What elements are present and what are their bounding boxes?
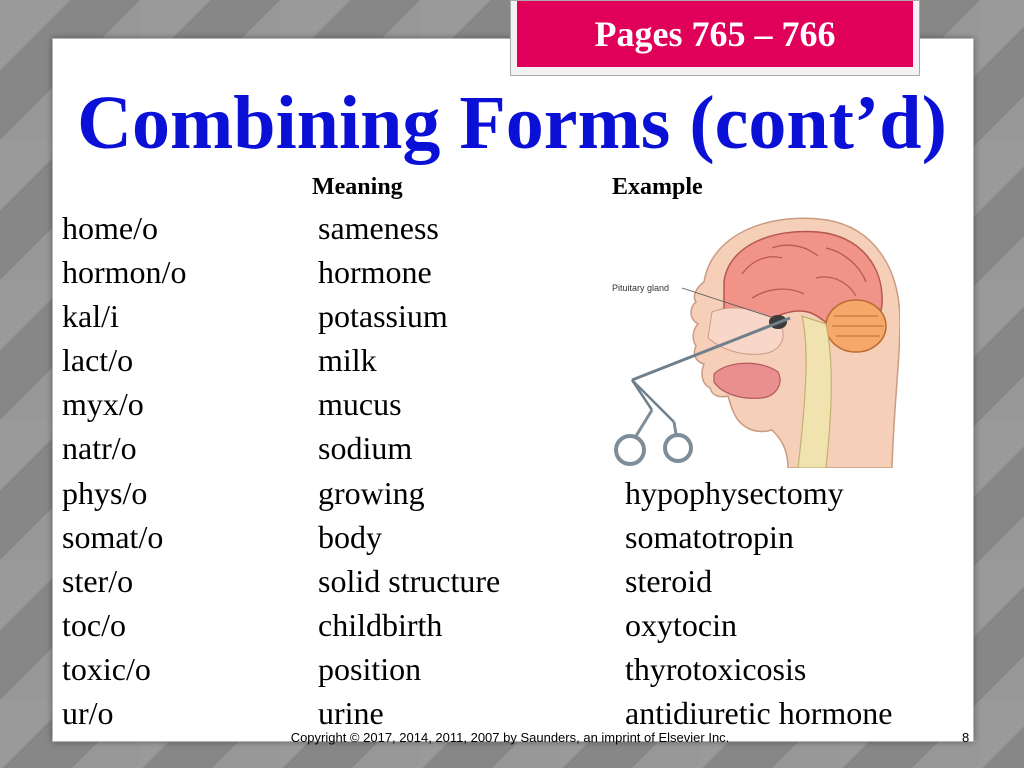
page-badge-label: Pages 765 – 766: [517, 1, 913, 67]
example: hypophysectomy: [625, 475, 844, 511]
example-column-header: Example: [612, 174, 703, 200]
copyright-footer: Copyright © 2017, 2014, 2011, 2007 by Saunders, an imprint of Elsevier Inc.: [290, 730, 730, 745]
combining-form: natr/o: [62, 430, 137, 466]
meaning: potassium: [318, 298, 448, 334]
combining-form: kal/i: [62, 298, 119, 334]
meaning: sameness: [318, 210, 439, 246]
meaning: milk: [318, 342, 377, 378]
meaning: growing: [318, 475, 425, 511]
meaning: hormone: [318, 254, 432, 290]
combining-form: ur/o: [62, 695, 114, 731]
combining-form: somat/o: [62, 519, 164, 555]
meaning-column-header: Meaning: [312, 174, 403, 200]
table-row: [62, 605, 962, 649]
combining-form: toc/o: [62, 607, 126, 643]
combining-form: toxic/o: [62, 651, 151, 687]
example: thyrotoxicosis: [625, 651, 807, 687]
example: steroid: [625, 563, 713, 599]
meaning: mucus: [318, 386, 402, 422]
table-row: [62, 517, 962, 561]
example: somatotropin: [625, 519, 794, 555]
page-badge: [510, 0, 920, 76]
page-number: 8: [962, 730, 970, 745]
combining-form: lact/o: [62, 342, 134, 378]
combining-form: phys/o: [62, 475, 148, 511]
combining-form: hormon/o: [62, 254, 187, 290]
table-row: [62, 649, 962, 693]
pituitary-gland-label: Pituitary gland: [612, 283, 670, 293]
meaning: body: [318, 519, 382, 555]
table-row: [62, 473, 962, 517]
meaning: position: [318, 651, 422, 687]
meaning: solid structure: [318, 563, 501, 599]
pituitary-surgery-illustration: [612, 212, 900, 468]
table-row: [62, 561, 962, 605]
combining-form: ster/o: [62, 563, 134, 599]
example: antidiuretic hormone: [625, 695, 893, 731]
combining-form: home/o: [62, 210, 158, 246]
combining-form: myx/o: [62, 386, 144, 422]
meaning: sodium: [318, 430, 413, 466]
slide-title: Combining Forms (cont’d): [77, 81, 947, 165]
meaning: urine: [318, 695, 384, 731]
example: oxytocin: [625, 607, 737, 643]
meaning: childbirth: [318, 607, 443, 643]
